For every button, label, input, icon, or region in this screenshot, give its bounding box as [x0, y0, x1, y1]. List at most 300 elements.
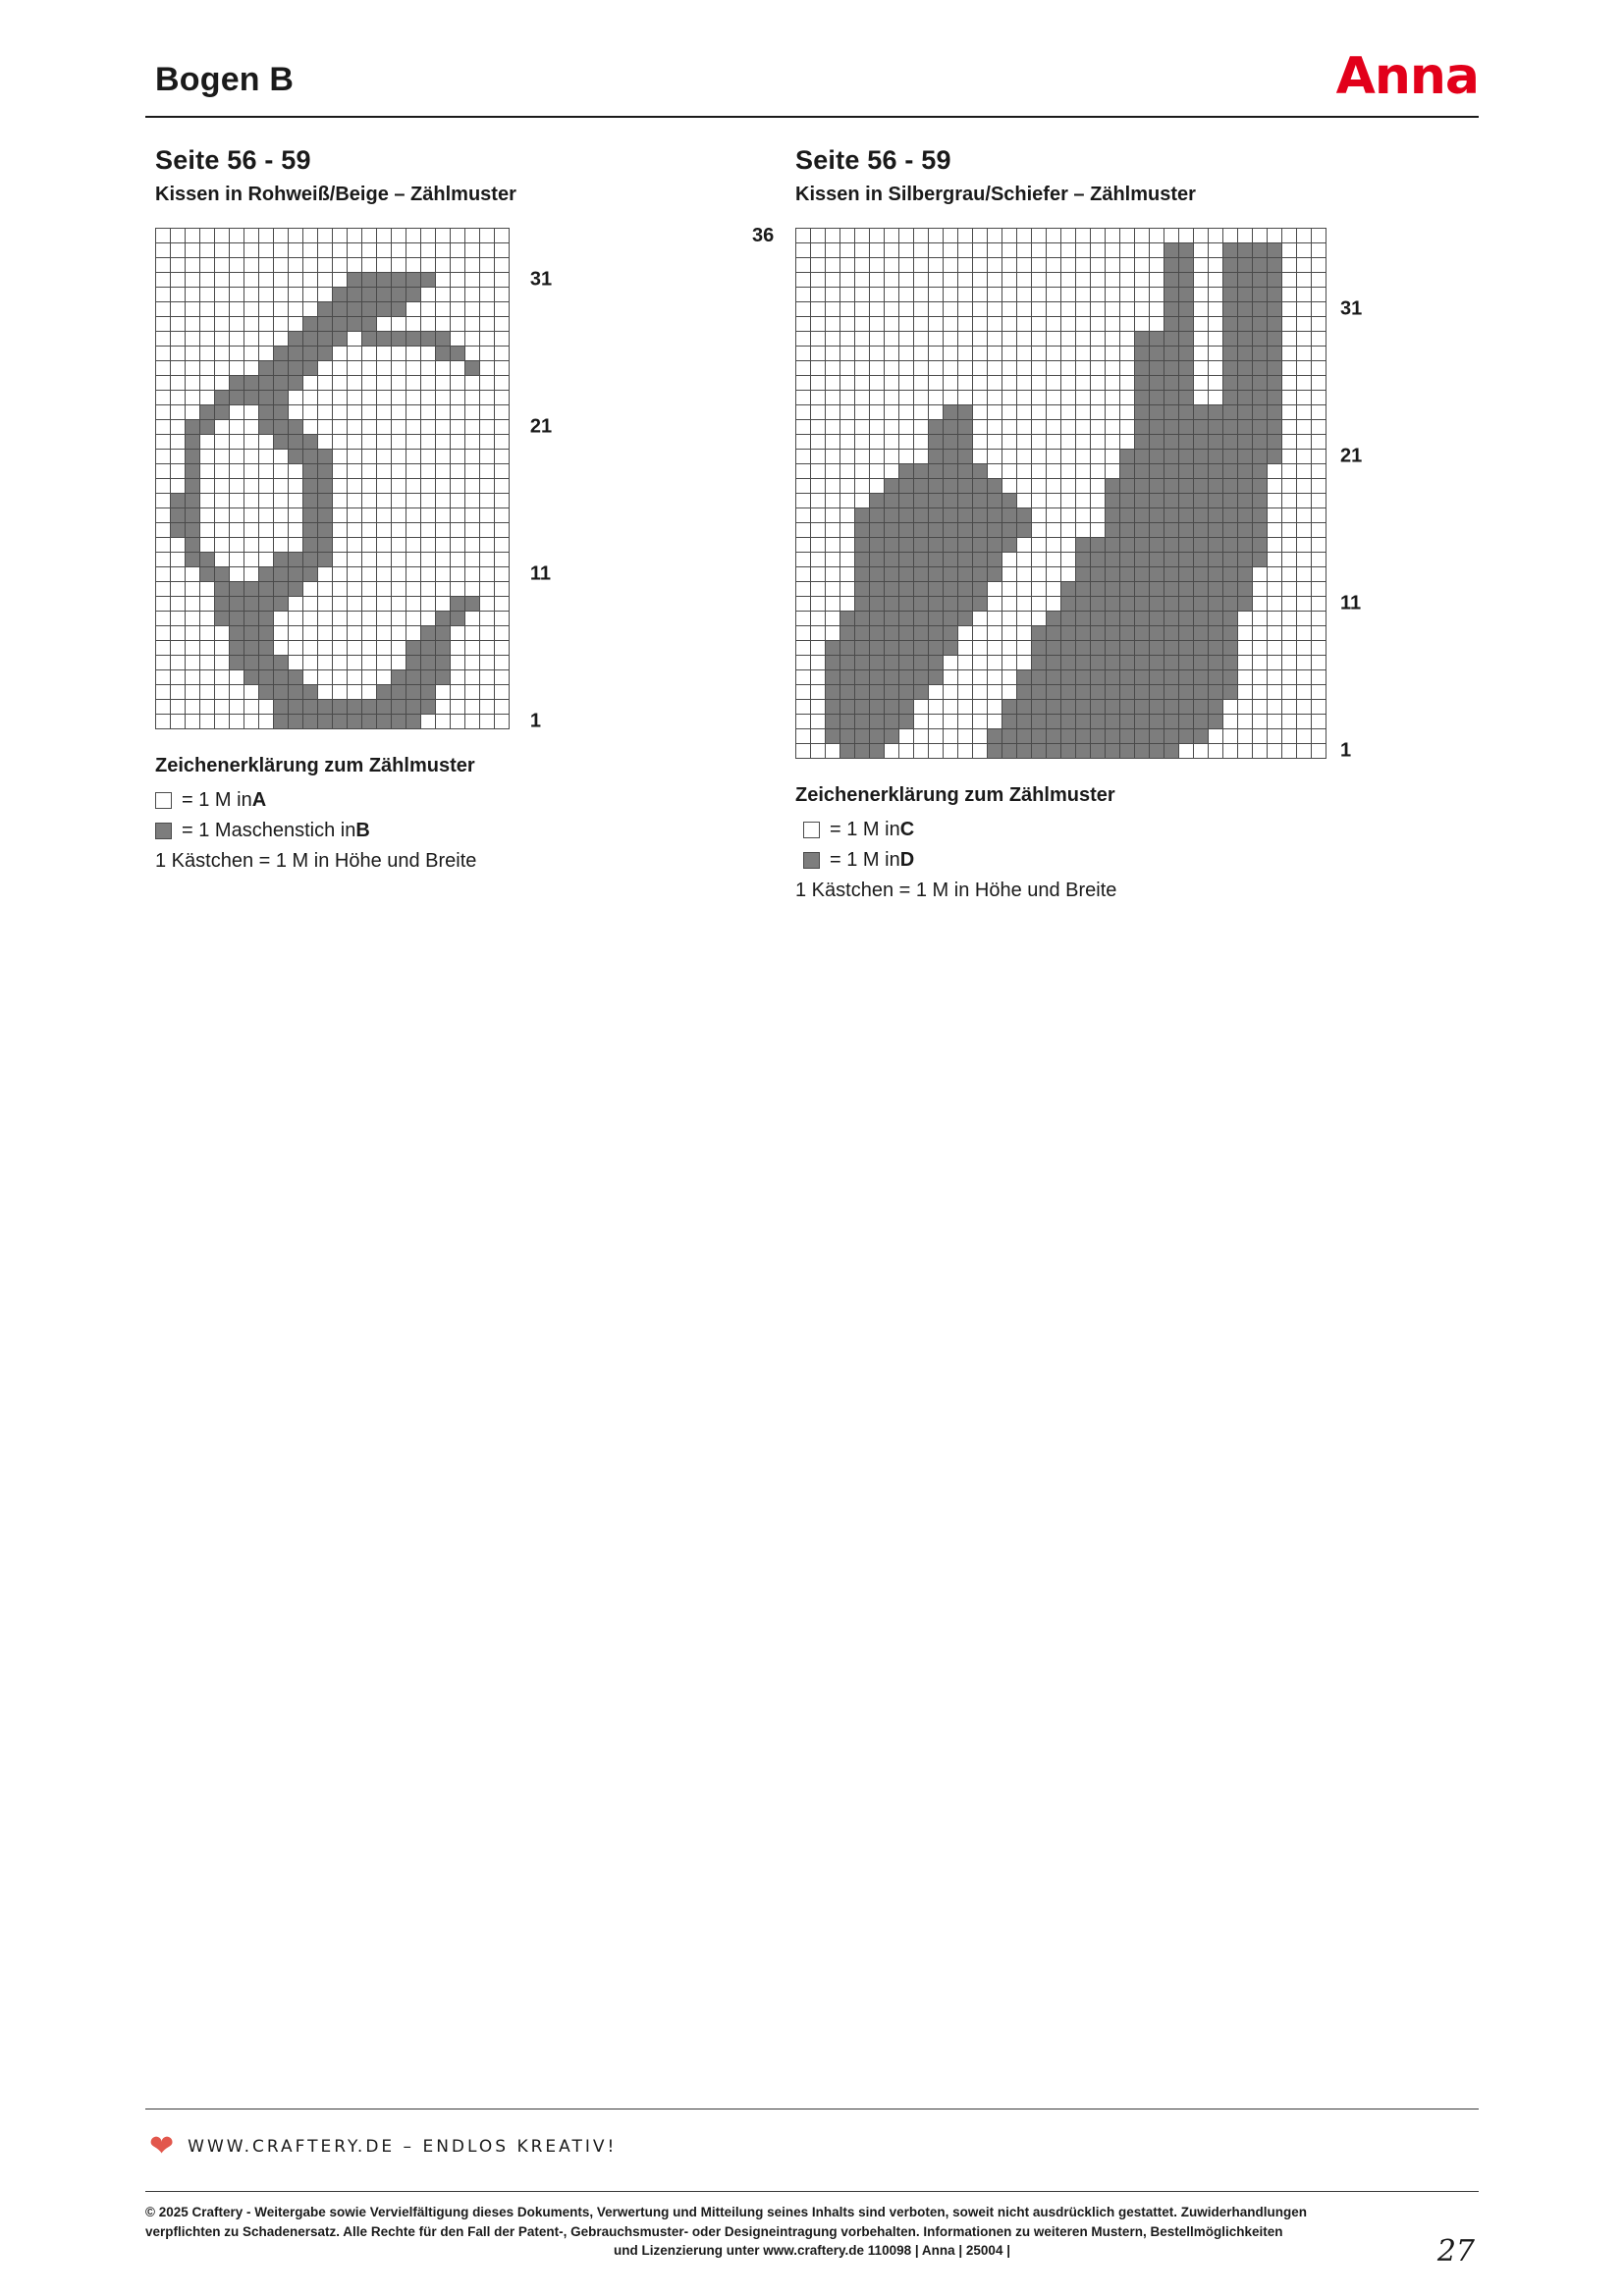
chart-cell [885, 744, 899, 759]
chart-cell [1076, 656, 1091, 670]
chart-cell [1076, 361, 1091, 376]
chart-cell [1253, 538, 1268, 553]
chart-cell [796, 670, 811, 685]
chart-cell [855, 391, 870, 405]
chart-cell [973, 523, 988, 538]
chart-cell [1179, 405, 1194, 420]
chart-cell [826, 391, 840, 405]
chart-cell [1164, 332, 1179, 347]
chart-cell [1297, 288, 1312, 302]
chart-cell [200, 582, 215, 597]
chart-cell [1194, 391, 1209, 405]
chart-cell [944, 715, 958, 729]
chart-cell [1150, 391, 1164, 405]
chart-cell [1135, 597, 1150, 612]
chart-cell [274, 273, 289, 288]
chart-cell [796, 361, 811, 376]
chart-cell [870, 288, 885, 302]
chart-cell [899, 685, 914, 700]
chart-cell [914, 273, 929, 288]
chart-cell [230, 229, 244, 243]
chart-cell [303, 464, 318, 479]
chart-cell [1076, 317, 1091, 332]
chart-cell [406, 553, 421, 567]
chart-cell [1120, 302, 1135, 317]
chart-cell [1268, 670, 1282, 685]
chart-cell [944, 347, 958, 361]
chart-cell [392, 273, 406, 288]
chart-cell [944, 729, 958, 744]
chart-cell [244, 361, 259, 376]
chart-cell [958, 538, 973, 553]
chart-cell [796, 715, 811, 729]
chart-cell [274, 405, 289, 420]
chart-cell [318, 347, 333, 361]
chart-cell [480, 641, 495, 656]
chart-cell [1017, 626, 1032, 641]
chart-cell [1106, 317, 1120, 332]
chart-cell [914, 685, 929, 700]
chart-cell [1047, 538, 1061, 553]
chart-cell [1209, 361, 1223, 376]
chart-cell [392, 656, 406, 670]
chart-cell [1238, 405, 1253, 420]
chart-cell [1268, 626, 1282, 641]
chart-cell [451, 656, 465, 670]
chart-cell [899, 567, 914, 582]
chart-cell [1032, 567, 1047, 582]
chart-cell [855, 582, 870, 597]
chart-cell [929, 435, 944, 450]
chart-cell [274, 700, 289, 715]
chart-cell [1282, 612, 1297, 626]
chart-cell [230, 317, 244, 332]
chart-cell [1032, 612, 1047, 626]
chart-cell [171, 508, 186, 523]
chart-cell [495, 229, 510, 243]
chart-cell [436, 685, 451, 700]
chart-cell [1002, 685, 1017, 700]
chart-cell [1076, 273, 1091, 288]
chart-cell [333, 435, 348, 450]
chart-cell [1297, 582, 1312, 597]
chart-cell [929, 229, 944, 243]
chart-cell [230, 715, 244, 729]
chart-cell [1179, 332, 1194, 347]
chart-cell [826, 715, 840, 729]
chart-cell [914, 258, 929, 273]
legend-item-a-symbol: A [251, 789, 267, 811]
chart-cell [171, 700, 186, 715]
chart-cell [1047, 361, 1061, 376]
chart-cell [289, 464, 303, 479]
chart-cell [480, 715, 495, 729]
chart-cell [826, 612, 840, 626]
chart-cell [1047, 700, 1061, 715]
chart-cell [1135, 332, 1150, 347]
chart-cell [451, 420, 465, 435]
chart-cell [1076, 288, 1091, 302]
chart-cell [451, 567, 465, 582]
chart-cell [1164, 361, 1179, 376]
chart-cell [1047, 258, 1061, 273]
chart-cell [1047, 567, 1061, 582]
chart-cell [1282, 450, 1297, 464]
chart-cell [796, 523, 811, 538]
chart-cell [855, 538, 870, 553]
chart-cell [1282, 715, 1297, 729]
chart-cell [1297, 302, 1312, 317]
chart-cell [1209, 582, 1223, 597]
chart-cell [289, 288, 303, 302]
chart-cell [811, 729, 826, 744]
chart-cell [171, 494, 186, 508]
chart-cell [156, 405, 171, 420]
chart-cell [200, 435, 215, 450]
chart-cell [1032, 288, 1047, 302]
chart-cell [171, 656, 186, 670]
chart-cell [1091, 450, 1106, 464]
chart-cell [973, 700, 988, 715]
chart-cell [215, 685, 230, 700]
chart-cell [1164, 435, 1179, 450]
chart-cell [811, 450, 826, 464]
chart-cell [929, 273, 944, 288]
chart-cell [303, 450, 318, 464]
chart-cell [1238, 553, 1253, 567]
chart-cell [1091, 229, 1106, 243]
chart-cell [870, 582, 885, 597]
chart-cell [244, 656, 259, 670]
chart-cell [1238, 464, 1253, 479]
chart-cell [840, 302, 855, 317]
left-column [155, 145, 553, 873]
chart-cell [244, 670, 259, 685]
chart-cell [885, 288, 899, 302]
chart-cell [1076, 582, 1091, 597]
chart-cell [1194, 567, 1209, 582]
chart-cell [1312, 288, 1326, 302]
chart-cell [377, 288, 392, 302]
chart-cell [1194, 347, 1209, 361]
chart-cell [1253, 567, 1268, 582]
chart-cell [495, 479, 510, 494]
chart-cell [1179, 744, 1194, 759]
chart-cell [377, 494, 392, 508]
chart-cell [1017, 567, 1032, 582]
chart-cell [1076, 479, 1091, 494]
chart-cell [348, 391, 362, 405]
chart-cell [421, 479, 436, 494]
chart-cell [796, 612, 811, 626]
chart-cell [826, 376, 840, 391]
chart-cell [289, 347, 303, 361]
chart-cell [392, 420, 406, 435]
chart-cell [156, 243, 171, 258]
chart-cell [406, 479, 421, 494]
chart-cell [377, 715, 392, 729]
chart-cell [840, 317, 855, 332]
chart-cell [1135, 405, 1150, 420]
chart-cell [406, 597, 421, 612]
chart-cell [348, 450, 362, 464]
chart-cell [1297, 347, 1312, 361]
chart-cell [1179, 612, 1194, 626]
chart-cell [1061, 626, 1076, 641]
chart-cell [1282, 538, 1297, 553]
chart-cell [914, 641, 929, 656]
chart-cell [274, 376, 289, 391]
chart-cell [988, 376, 1002, 391]
chart-cell [436, 405, 451, 420]
chart-cell [406, 258, 421, 273]
chart-cell [421, 670, 436, 685]
chart-cell [215, 553, 230, 567]
chart-cell [1194, 464, 1209, 479]
chart-cell [973, 288, 988, 302]
chart-cell [348, 243, 362, 258]
chart-cell [914, 243, 929, 258]
chart-cell [944, 405, 958, 420]
chart-cell [1032, 376, 1047, 391]
chart-cell [1282, 729, 1297, 744]
chart-cell [958, 376, 973, 391]
chart-cell [1061, 435, 1076, 450]
chart-cell [973, 229, 988, 243]
chart-cell [1297, 700, 1312, 715]
chart-cell [421, 376, 436, 391]
chart-cell [230, 626, 244, 641]
chart-cell [1135, 479, 1150, 494]
chart-cell [1179, 435, 1194, 450]
chart-cell [1238, 729, 1253, 744]
chart-cell [259, 317, 274, 332]
chart-cell [362, 464, 377, 479]
chart-cell [1002, 729, 1017, 744]
chart-cell [303, 435, 318, 450]
chart-cell [1312, 494, 1326, 508]
chart-cell [1150, 420, 1164, 435]
row-label-31: 31 [529, 268, 553, 290]
chart-cell [421, 582, 436, 597]
chart-cell [988, 685, 1002, 700]
chart-cell [840, 361, 855, 376]
chart-cell [156, 229, 171, 243]
chart-cell [1135, 243, 1150, 258]
chart-cell [436, 347, 451, 361]
chart-cell [1061, 700, 1076, 715]
chart-cell [1179, 479, 1194, 494]
chart-cell [244, 567, 259, 582]
chart-cell [826, 670, 840, 685]
chart-cell [495, 376, 510, 391]
chart-cell [1106, 361, 1120, 376]
chart-cell [1164, 479, 1179, 494]
chart-cell [451, 494, 465, 508]
chart-cell [1002, 582, 1017, 597]
chart-cell [436, 420, 451, 435]
chart-cell [1179, 420, 1194, 435]
chart-cell [899, 729, 914, 744]
chart-cell [914, 670, 929, 685]
chart-cell [1268, 700, 1282, 715]
chart-cell [215, 582, 230, 597]
chart-cell [1120, 450, 1135, 464]
chart-cell [1002, 347, 1017, 361]
chart-cell [929, 258, 944, 273]
chart-cell [289, 508, 303, 523]
chart-cell [362, 332, 377, 347]
chart-cell [377, 582, 392, 597]
chart-cell [1150, 656, 1164, 670]
chart-cell [392, 626, 406, 641]
chart-cell [259, 508, 274, 523]
chart-cell [1164, 302, 1179, 317]
chart-cell [1135, 656, 1150, 670]
chart-cell [451, 361, 465, 376]
chart-cell [1150, 332, 1164, 347]
chart-cell [1312, 405, 1326, 420]
chart-cell [826, 494, 840, 508]
chart-cell [973, 332, 988, 347]
chart-cell [914, 567, 929, 582]
chart-cell [1238, 273, 1253, 288]
chart-cell [1312, 656, 1326, 670]
chart-cell [495, 317, 510, 332]
chart-cell [377, 435, 392, 450]
chart-cell [988, 332, 1002, 347]
chart-cell [318, 685, 333, 700]
chart-cell [826, 317, 840, 332]
chart-cell [259, 450, 274, 464]
chart-cell [289, 670, 303, 685]
chart-cell [451, 479, 465, 494]
chart-cell [1091, 361, 1106, 376]
chart-cell [421, 347, 436, 361]
chart-cell [377, 597, 392, 612]
chart-cell [244, 450, 259, 464]
chart-cell [289, 538, 303, 553]
chart-cell [333, 420, 348, 435]
chart-cell [215, 243, 230, 258]
chart-cell [1091, 626, 1106, 641]
chart-cell [200, 361, 215, 376]
chart-cell [1179, 464, 1194, 479]
chart-cell [899, 405, 914, 420]
chart-cell [958, 405, 973, 420]
chart-cell [944, 229, 958, 243]
chart-cell [870, 347, 885, 361]
chart-cell [289, 302, 303, 317]
chart-cell [465, 508, 480, 523]
chart-cell [899, 715, 914, 729]
chart-cell [929, 479, 944, 494]
chart-cell [1297, 670, 1312, 685]
legend-item-b-symbol: B [355, 820, 370, 841]
chart-cell [1002, 626, 1017, 641]
chart-cell [914, 744, 929, 759]
chart-cell [259, 597, 274, 612]
chart-cell [988, 626, 1002, 641]
chart-cell [796, 302, 811, 317]
chart-cell [230, 332, 244, 347]
chart-cell [186, 567, 200, 582]
chart-cell [1076, 553, 1091, 567]
chart-cell [1017, 420, 1032, 435]
chart-cell [392, 685, 406, 700]
chart-cell [885, 317, 899, 332]
chart-cell [1179, 597, 1194, 612]
chart-cell [1106, 538, 1120, 553]
chart-cell [855, 302, 870, 317]
chart-cell [1179, 391, 1194, 405]
chart-cell [230, 567, 244, 582]
chart-cell [1091, 582, 1106, 597]
chart-cell [303, 243, 318, 258]
chart-cell [362, 567, 377, 582]
chart-cell [1253, 553, 1268, 567]
chart-cell [1268, 597, 1282, 612]
chart-cell [215, 435, 230, 450]
chart-cell [1223, 243, 1238, 258]
chart-cell [436, 302, 451, 317]
chart-cell [1032, 700, 1047, 715]
chart-cell [318, 715, 333, 729]
chart-cell [958, 317, 973, 332]
chart-cell [274, 435, 289, 450]
chart-cell [870, 641, 885, 656]
chart-cell [1312, 420, 1326, 435]
chart-cell [436, 229, 451, 243]
chart-cell [303, 582, 318, 597]
chart-cell [914, 582, 929, 597]
chart-cell [1268, 508, 1282, 523]
chart-cell [1150, 612, 1164, 626]
chart-cell [244, 612, 259, 626]
chart-cell [1164, 567, 1179, 582]
chart-cell [215, 464, 230, 479]
chart-cell [914, 288, 929, 302]
chart-cell [1297, 376, 1312, 391]
chart-cell [200, 597, 215, 612]
chart-cell [1223, 494, 1238, 508]
chart-cell [1047, 435, 1061, 450]
chart-cell [303, 523, 318, 538]
chart-cell [200, 243, 215, 258]
chart-cell [811, 597, 826, 612]
chart-cell [988, 479, 1002, 494]
chart-cell [1238, 229, 1253, 243]
chart-cell [1209, 302, 1223, 317]
chart-cell [436, 376, 451, 391]
chart-cell [1209, 729, 1223, 744]
chart-cell [318, 361, 333, 376]
chart-cell [230, 670, 244, 685]
chart-cell [1120, 273, 1135, 288]
chart-cell [1312, 508, 1326, 523]
chart-cell [1017, 508, 1032, 523]
chart-cell [1032, 435, 1047, 450]
chart-cell [1253, 685, 1268, 700]
chart-cell [1268, 376, 1282, 391]
chart-cell [186, 273, 200, 288]
chart-cell [1120, 626, 1135, 641]
chart-cell [392, 229, 406, 243]
chart-cell [244, 582, 259, 597]
chart-cell [244, 523, 259, 538]
chart-cell [1179, 685, 1194, 700]
chart-cell [171, 538, 186, 553]
